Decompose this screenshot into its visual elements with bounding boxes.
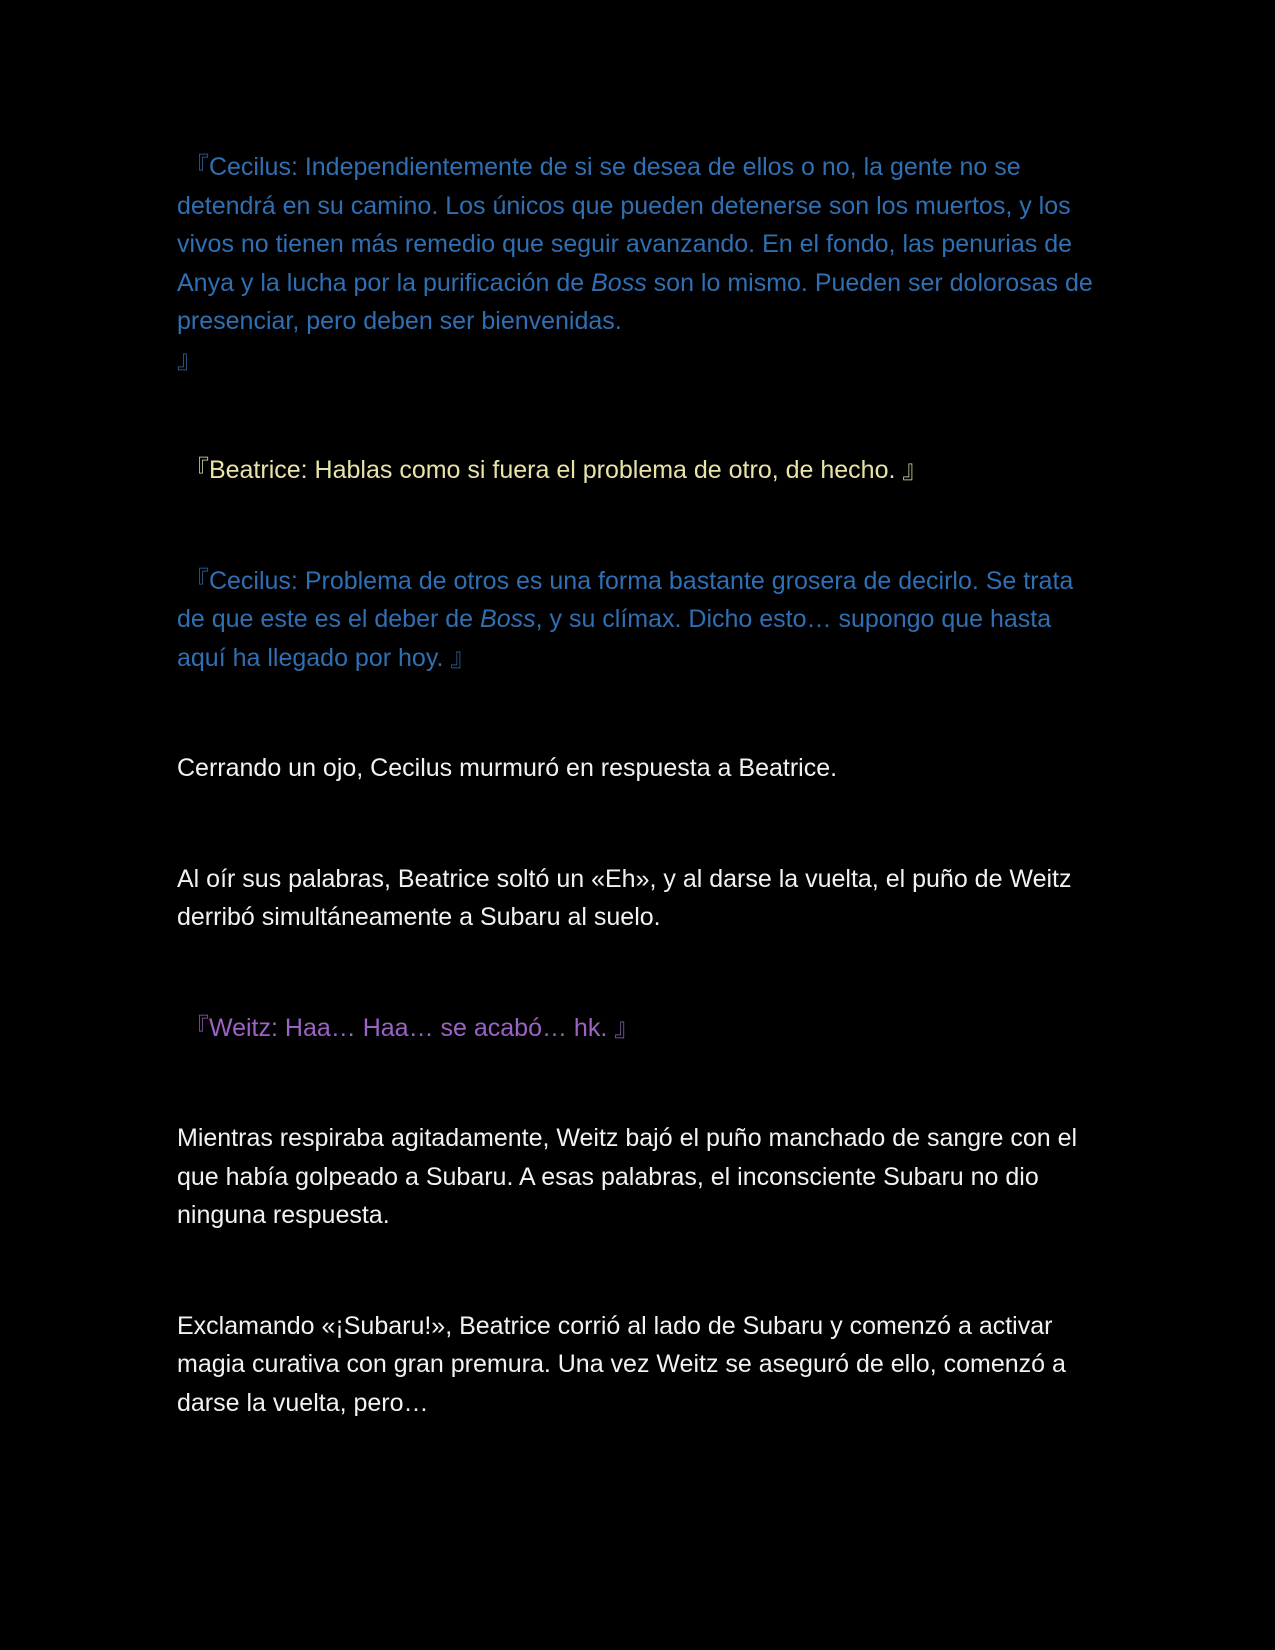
dialogue-text-a: 『Cecilus: Problema de otros es una forma bastante grosera de decirlo. Se trata de que este es el deber de [177,566,1074,633]
dialogue-cecilus-1 [177,148,1097,379]
narration-paragraph: Al oír sus palabras, Beatrice soltó un «Eh», y al darse la vuelta, el puño de Weitz derribó simultáneamente a Subaru al suelo. [177,864,1072,931]
dialogue-text-a: Cecilus: Independientemente de si se desea de ellos o no, la gente no se detendrá en su camino. Los únicos que pueden detenerse son los muertos, y los vivos no tienen más remedio que seguir avanzando. En el fondo, las penurias de Anya y la lucha por la purificación de [177,153,1073,297]
dialogue-text-b: , y su clímax. Dicho esto… supongo que hasta aquí ha llegado por hoy. 』 [177,605,1052,672]
dialogue-text-b: son lo mismo. Pueden ser dolorosas de presenciar, pero deben ser bienvenidas. [177,268,1093,335]
narration-paragraph: Cerrando un ojo, Cecilus murmuró en respuesta a Beatrice. [177,754,838,782]
emphasis-boss: Boss [591,268,647,297]
emphasis-boss: Boss [480,605,536,633]
dialogue-text: 『Weitz: Haa… Haa… se acabó… hk. 』 [183,1013,640,1042]
narration-paragraph: Mientras respiraba agitadamente, Weitz bajó el puño manchado de sangre con el que había golpeado a Subaru. A esas palabras, el inconsciente Subaru no dio ninguna respuesta. [177,1124,1078,1229]
dialogue-beatrice [177,451,1097,490]
dialogue-cecilus-2 [177,562,1097,678]
dialogue-close-bracket: 』 [177,345,203,374]
dialogue-weitz [177,1009,1097,1048]
narration-paragraph: Exclamando «¡Subaru!», Beatrice corrió al lado de Subaru y comenzó a activar magia curativa con gran premura. Una vez Weitz se aseguró de ello, comenzó a darse la vuelta, pero… [177,1311,1066,1417]
dialogue-open-bracket: 『 [183,153,209,181]
dialogue-text: 『Beatrice: Hablas como si fuera el problema de otro, de hecho. 』 [183,456,928,484]
document-page [177,148,1097,1422]
